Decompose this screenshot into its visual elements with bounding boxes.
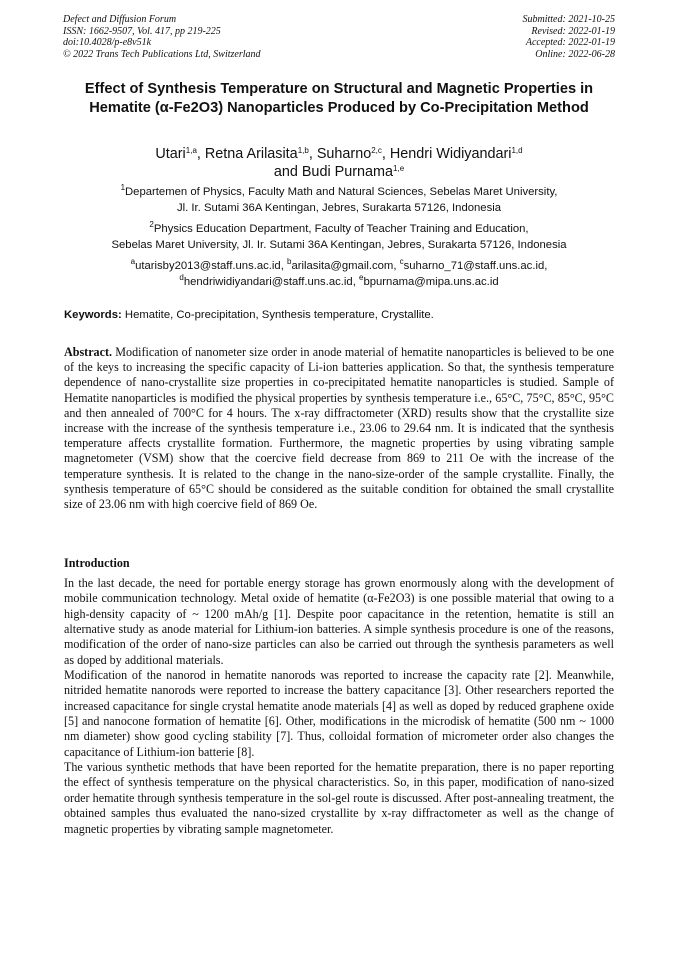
journal-issn: ISSN: 1662-9507, Vol. 417, pp 219-225: [63, 25, 221, 37]
author-affiliation-mark: 1,a: [185, 146, 197, 155]
submission-dates: [523, 14, 616, 60]
abstract-text: Modification of nanometer size order in anode material of hematite nanoparticles is believed to be one of the keys to increasing the specific capacity of Li-ion batteries application. So that, the synthesis temperature dependence of nano-crystallite size properties in co-precipitated hematite nanoparticles is studied. Sample of Hematite nanoparticles is modified the physical properties by synthesis temperature i.e., 65°C, 75°C, 85°C, 95°C and then annealed of 700°C for 4 hours. The x-ray diffractometer (XRD) results show that the crystallite size increase with the increase of the synthesis temperature i.e., 23.06 to 29.64 nm. It is indicated that the synthesis temperature affects crystallite formation. Furthermore, the magnetic properties by using vibrating sample magnetometer (VSM) show that the coercive field decrease from 869 to 211 Oe with the increase of the temperature synthesis. It is related to the change in the nano-size-order of the sample crystallite. Finally, the synthesis temperature of 65°C should be considered as the suitable condition for obtained the small crystallite size of 23.06 nm with high coercive field of 869 Oe.: [64, 345, 614, 512]
author-name: Suharno: [316, 146, 372, 162]
author-affiliation-mark: 1,d: [511, 146, 523, 155]
author-affiliation-mark: 2,c: [371, 146, 382, 155]
introduction-body: [64, 576, 614, 837]
journal-info: [63, 14, 261, 60]
email-link[interactable]: utarisby2013@staff.uns.ac.id,: [135, 260, 287, 272]
date-submitted: Submitted: 2021-10-25: [522, 14, 615, 25]
author-affiliation-mark: 1,e: [393, 164, 405, 173]
affiliation-2: $^2$Physics Education Department, Faculty of Teacher Training and Education, Sebelas Maret University, Jl. Ir. Sutami 36A Kentingan, Jebres, Surakarta 57126, Indonesia: [111, 220, 567, 251]
journal-doi: doi:10.4028/p-e8v51k: [63, 37, 152, 48]
date-revised: Revised: 2022-01-19: [531, 25, 615, 37]
affiliation-1: $^1$Departemen of Physics, Faculty Math and Natural Sciences, Sebelas Maret University, Jl. Ir. Sutami 36A Kentingan, Jebres, Surakarta 57126, Indonesia: [120, 183, 558, 214]
journal-copyright: © 2022 Trans Tech Publications Ltd, Switzerland: [63, 48, 261, 60]
keywords-label: Keywords:: [64, 309, 122, 321]
author-name: Retna Arilasita: [204, 146, 298, 162]
journal-name: Defect and Diffusion Forum: [63, 14, 177, 25]
email-link[interactable]: arilasita@gmail.com,: [291, 260, 400, 272]
keywords: [64, 308, 624, 323]
paper-title: Effect of Synthesis Temperature on Structural and Magnetic Properties in Hematite (α-Fe2O3) Nanoparticles Produced by Co-Precipitation Method: [84, 81, 594, 116]
email-link[interactable]: hendriwidiyandari@staff.uns.ac.id,: [183, 276, 359, 288]
author-emails: $^a$utarisby2013@staff.uns.ac.id, $^b$arilasita@gmail.com, $^c$suharno_71@staff.uns.ac.id, $^d$hendriwidiyandari@staff.uns.ac.id, $^e$bpurnama@mipa.uns.ac.id: [130, 257, 548, 288]
author-name: Hendri Widiyandari: [389, 146, 512, 162]
section-heading-introduction: Introduction: [64, 556, 130, 570]
date-accepted: Accepted: 2022-01-19: [525, 37, 615, 48]
abstract: [64, 345, 614, 512]
author-list: Utari$^{1,a}$, Retna Arilasita$^{1,b}$, Suharno$^{2,c}$, Hendri Widiyandari$^{1,d}$ and Budi Purnama$^{1,e}$: [155, 146, 523, 180]
paragraph: In the last decade, the need for portable energy storage has grown enormously along with the development of mobile communication technology. Metal oxide of hematite (α-Fe2O3) is one possible material that owing to a high-density capacity of ~ 1200 mAh/g [1]. Despite poor capacitance in the retention, hematite is still an alternative study as anode material for Lithium-ion batteries. A simple synthesis procedure is one of the reasons, modification of the order of nano-size particles can also be carried out through the synthesis parameters as well as doped by additional materials.: [64, 576, 614, 667]
author-name: Utari: [155, 146, 186, 162]
paragraph: The various synthetic methods that have been reported for the hematite preparation, there is no paper reporting the effect of synthesis temperature on the physical characteristics. So, in this paper, modification of nano-sized order hematite through synthesis temperature in the sol-gel route is discussed. After post-annealing treatment, the obtained samples thus evaluated the nano-sized crystallite by x-ray diffractometer as well as the change of magnetic properties by vibrating sample magnetometer.: [64, 760, 614, 836]
author-affiliation-mark: 1,b: [297, 146, 309, 155]
author-name: and Budi Purnama: [273, 164, 394, 180]
paragraph: Modification of the nanorod in hematite nanorods was reported to increase the capacity rate [2]. Meanwhile, nitrided hematite nanorods were reported to increase the battery capacitance [3]. Other researchers reported the increased capacitance for single crystal hematite anode materials [4] as well as doped by reduced graphene oxide [5] and nanocone formation of hematite [6]. Other, modifications in the microdisk of hematite (500 nm ~ 1000 nm diameter) show good cycling stability [7]. Thus, colloidal formation of micrometer order also changes the capacitance of Lithium-ion batterie [8].: [64, 668, 614, 759]
email-link[interactable]: suharno_71@staff.uns.ac.id,: [403, 260, 548, 272]
date-online: Online: 2022-06-28: [535, 48, 615, 60]
abstract-label: Abstract.: [64, 345, 113, 359]
email-link[interactable]: bpurnama@mipa.uns.ac.id: [363, 276, 499, 288]
keywords-text: Hematite, Co-precipitation, Synthesis temperature, Crystallite.: [121, 309, 434, 321]
